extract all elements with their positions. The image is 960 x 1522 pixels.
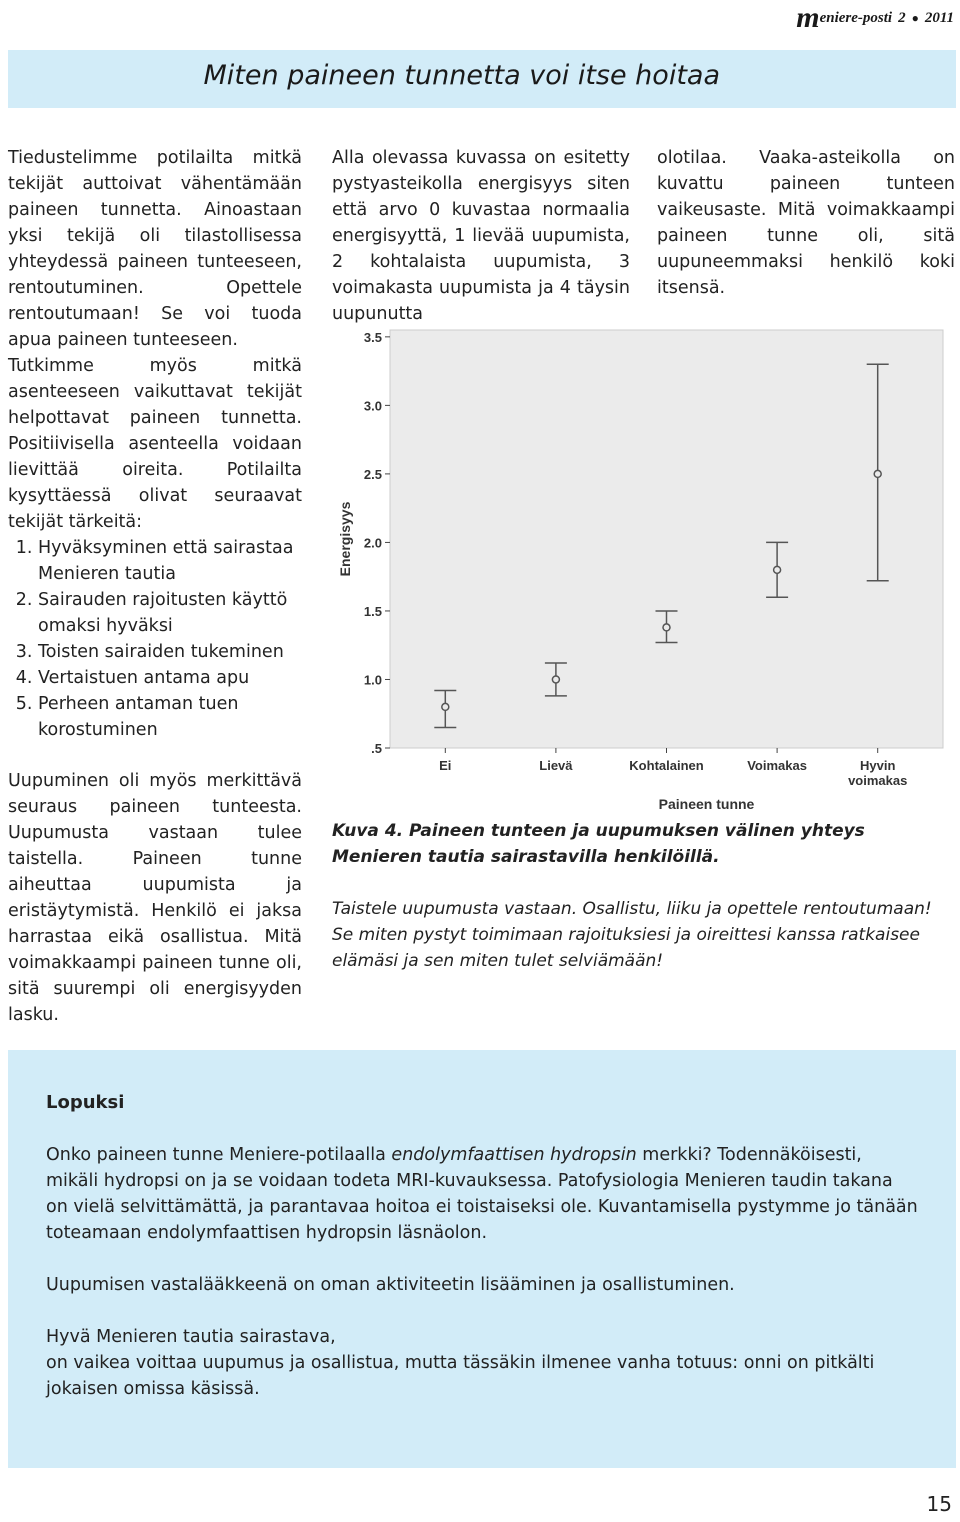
- chart-svg: [332, 325, 957, 815]
- list-item: 2. Sairauden rajoitusten käyttö omaksi hyväksi: [38, 587, 302, 639]
- figure-caption: [332, 818, 957, 1000]
- y-tick-label: 3.5: [363, 329, 382, 345]
- attitude-paragraph: Tutkimme myös mitkä asenteeseen vaikuttavat tekijät helpottavat paineen tunnetta. Positiivisella asenteella voidaan lievittää oireita. Potilailta kysyttäessä olivat seuraavat tekijät tärkeitä:: [8, 356, 302, 532]
- mean-point: [874, 470, 881, 477]
- y-tick-label: 1.5: [363, 603, 382, 619]
- column1-intro2: [8, 353, 302, 535]
- chart-intro-continued: olotilaa. Vaaka-asteikolla on kuvattu paineen tunteen vaikeusaste. Mitä voimakkaampi paineen tunne oli, sitä uupuneemmaksi henkilö koki itsensä.: [657, 148, 955, 298]
- chart-intro-paragraph: Alla olevassa kuvassa on esitetty pystyasteikolla energisyys siten että arvo 0 kuvastaa normaalia energisyyttä, 1 lievää uupumista, 2 kohtalaista uupumista, 3 voimakasta uupumista ja 4 täysin uupunutta: [332, 148, 630, 324]
- fatigue-paragraph: Uupuminen oli myös merkittävä seuraus paineen tunteesta. Uupumusta vastaan tulee taistella. Paineen tunne aiheuttaa uupumista ja eristäytymistä. Henkilö ei jaksa harrastaa eikä osallistua. Mitä voimakkaampi paineen tunne oli, sitä suurempi oli energisyyden lasku.: [8, 771, 302, 1025]
- column2: [332, 145, 630, 327]
- closing-box: [8, 1050, 956, 1468]
- column3: [657, 145, 955, 301]
- masthead-issue: 2: [898, 9, 906, 26]
- title-band: [8, 50, 956, 108]
- mean-point: [552, 676, 559, 683]
- y-tick-label: 2.0: [363, 535, 382, 551]
- x-tick-label: Lievä: [539, 758, 573, 773]
- mean-point: [442, 703, 449, 710]
- masthead: [796, 2, 954, 34]
- closing-heading: Lopuksi: [46, 1092, 125, 1113]
- y-tick-label: 2.5: [363, 466, 382, 482]
- caption-text: Taistele uupumusta vastaan. Osallistu, liiku ja opettele rentoutumaan! Se miten pystyt toimimaan rajoituksiesi ja oireittesi kanssa ratkaisee elämäsi ja sen miten tulet selviämään!: [332, 899, 932, 971]
- column1-intro: [8, 145, 302, 353]
- list-item: 5. Perheen antaman tuen korostuminen: [38, 691, 302, 743]
- x-tick-label: Hyvin voimakas: [848, 758, 908, 788]
- page-number: 15: [926, 1492, 952, 1516]
- y-tick-label: .5: [371, 741, 382, 756]
- column1-outro: [8, 768, 302, 1028]
- y-tick-label: 1.0: [363, 672, 382, 688]
- x-tick-label: Ei: [439, 758, 452, 773]
- masthead-name: eniere-posti: [819, 9, 893, 26]
- page-title: Miten paineen tunnetta voi itse hoitaa: [203, 60, 720, 91]
- closing-paragraph-1: Onko paineen tunne Meniere-potilaalla endolymfaattisen hydropsin merkki? Todennäköisesti, mikäli hydropsi on ja se voidaan todeta MRI-kuvauksessa. Patofysiologia Menieren taudin takana on vielä selvittämättä, ja parantavaa hoitoa ei toistaiseksi ole. Kuvantamisella pystymme jo tänään toteamaan endolymfaattisen hydropsin läsnäolon.: [46, 1145, 918, 1243]
- bullet-icon: ●: [911, 10, 919, 25]
- list-item: 3. Toisten sairaiden tukeminen: [38, 639, 302, 665]
- list-item: 1. Hyväksyminen että sairastaa Menieren tautia: [38, 535, 302, 587]
- y-axis-label: Energisyys: [337, 501, 353, 577]
- errorbar-chart: [332, 325, 957, 815]
- mean-point: [774, 566, 781, 573]
- list-item: 4. Vertaistuen antama apu: [38, 665, 302, 691]
- caption-label: Kuva 4. Paineen tunteen ja uupumuksen välinen yhteys Menieren tautia sairastavilla henkilöillä.: [332, 821, 865, 867]
- factor-list: [8, 535, 302, 743]
- intro-paragraph: Tiedustelimme potilailta mitkä tekijät auttoivat vähentämään paineen tunnetta. Ainoastaan yksi tekijä oli tilastollisessa yhteydessä paineen tunteeseen, rentoutuminen. Opettele rentoutumaan! Se voi tuoda apua paineen tunteeseen.: [8, 148, 302, 350]
- masthead-logo: m: [796, 1, 820, 34]
- y-tick-label: 3.0: [363, 398, 382, 414]
- x-tick-label: Kohtalainen: [629, 758, 704, 773]
- closing-paragraph-2: Uupumisen vastalääkkeenä on oman aktiviteetin lisääminen ja osallistuminen.: [46, 1275, 735, 1295]
- x-axis-label: Paineen tunne: [658, 796, 755, 812]
- mean-point: [663, 624, 670, 631]
- closing-paragraph-3: Hyvä Menieren tautia sairastava, on vaikea voittaa uupumus ja osallistua, mutta tässäkin ilmenee vanha totuus: onni on pitkälti jokaisen omissa käsissä.: [46, 1327, 875, 1399]
- masthead-year: 2011: [924, 9, 954, 26]
- x-tick-label: Voimakas: [747, 758, 807, 773]
- plot-area: [390, 330, 943, 748]
